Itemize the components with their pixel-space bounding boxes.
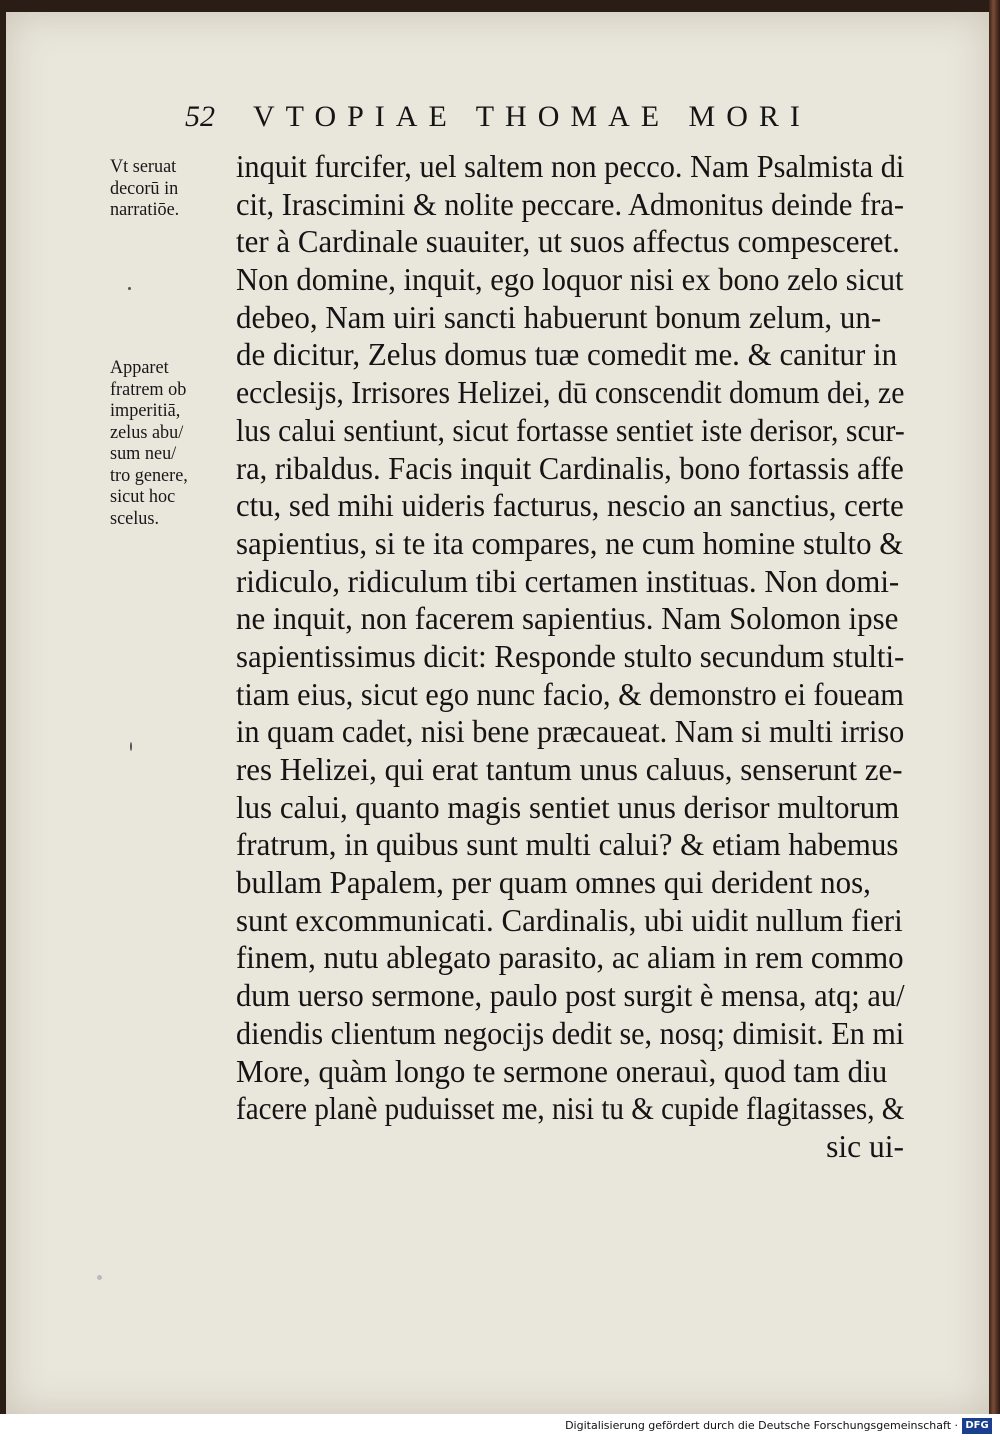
body-line: facere planè puduisset me, nisi tu & cupide flagitasses, & [236,1091,905,1127]
body-line: ridiculo, ridiculum tibi certamen instituas. Non domi- [236,563,900,599]
body-line: sapientissimus dicit: Responde stulto secundum stulti- [236,638,905,674]
body-line: de dicitur, Zelus domus tuæ comedit me. & canitur in [236,337,898,373]
marginal-note [110,157,232,222]
footer-bar [0,1414,1000,1440]
marginal-note-line: sicut hoc [110,487,176,507]
marginal-note-line: fratrem ob [110,379,187,400]
body-text [236,148,916,1166]
marginal-note-line: Apparet [110,358,169,378]
page-number: 52 [185,100,215,133]
body-line: debeo, Nam uiri sancti habuerunt bonum zelum, un- [236,299,882,335]
marginal-note-line: decorū in [110,178,179,199]
body-line: inquit furcifer, uel saltem non pecco. Nam Psalmista di [236,149,905,184]
marginal-note-line: imperitiā, [110,401,181,421]
marginal-note-line: zelus abu/ [110,422,184,443]
body-line: tiam eius, sicut ego nunc facio, & demonstro ei foueam [236,676,904,712]
body-line: in quam cadet, nisi bene præcaueat. Nam si multi irriso [236,714,905,750]
body-line: ctu, sed mihi uideris facturus, nescio an sanctius, certe [236,488,904,524]
body-line: sunt excommunicati. Cardinalis, ubi uidit nullum fieri [236,902,903,938]
body-line: ter à Cardinale suauiter, ut suos affectus compesceret. [236,224,900,260]
body-line: res Helizei, qui erat tantum unus caluus, senserunt ze- [236,752,903,787]
body-line: More, quàm longo te sermone onerauì, quod tam diu [236,1053,888,1089]
body-line: lus calui, quanto magis sentiet unus derisor multorum [236,789,900,825]
body-line: finem, nutu ablegato parasito, ac aliam in rem commo [236,940,904,976]
body-line: cit, Irascimini & nolite peccare. Admonitus deinde fra- [236,186,905,222]
marginal-note-line: Vt seruat [110,157,177,177]
dfg-logo: DFG [962,1418,992,1434]
body-line: ra, ribaldus. Facis inquit Cardinalis, bono fortassis affe [236,450,904,486]
marginal-note-line: narratiōe. [110,200,180,220]
ink-speck [128,287,131,290]
body-line: diendis clientum negocijs dedit se, nosq; dimisit. En mi [236,1015,905,1051]
body-line: lus calui sentiunt, sicut fortasse sentiet iste derisor, scur- [236,412,905,448]
body-line: sapientius, si te ita compares, ne cum homine stulto & [236,525,904,561]
catchword: sic ui- [826,1128,904,1164]
page-edge [989,0,1000,1415]
marginal-note-line: tro genere, [110,465,188,486]
body-line: ecclesijs, Irrisores Helizei, dū conscendit domum dei, ze [236,375,905,411]
ink-speck [130,742,132,751]
body-line: ne inquit, non facerem sapientius. Nam Solomon ipse [236,601,899,637]
body-line: bullam Papalem, per quam omnes qui derident nos, [236,865,871,901]
marginal-note-line: sum neu/ [110,444,177,464]
running-title: VTOPIAE THOMAE MORI [253,100,811,133]
marginal-note [110,358,232,530]
running-head [185,100,885,140]
marginal-note-line: scelus. [110,508,160,529]
body-line: Non domine, inquit, ego loquor nisi ex bono zelo sicut [236,262,904,298]
ink-speck [97,1275,102,1280]
footer-credit: Digitalisierung gefördert durch die Deutsche Forschungsgemeinschaft · [565,1419,958,1432]
body-line: dum uerso sermone, paulo post surgit è mensa, atq; au/ [236,978,905,1014]
body-line: fratrum, in quibus sunt multi calui? & etiam habemus [236,827,899,863]
